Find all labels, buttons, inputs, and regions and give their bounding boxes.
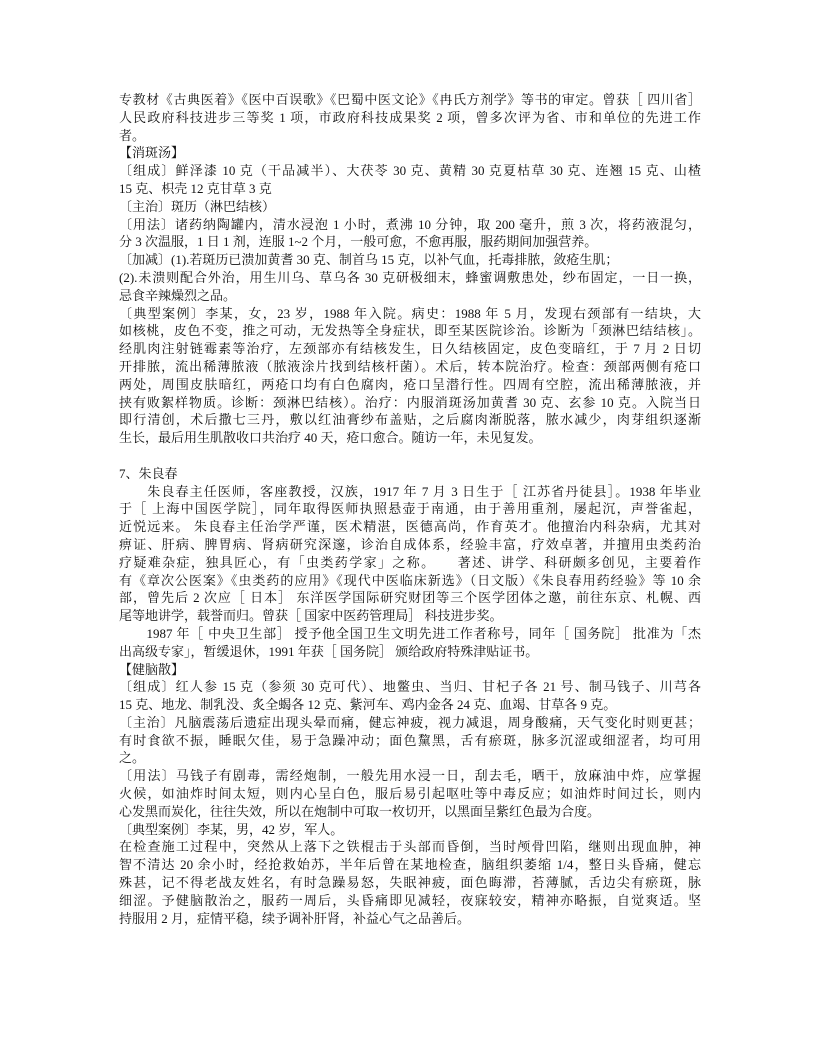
document-page — [119, 91, 701, 927]
text-line: 持服用 2 月，症情平稳，续予调补肝肾，补益心气之品善后。 — [119, 910, 471, 926]
text-line: 忌食辛辣燥烈之品。 — [119, 287, 237, 303]
text-line: 于［ 上海中国医学院］，同年取得医师执照悬壶于南通，由于善用重剂，屡起沉，声誉雀起， — [119, 501, 701, 517]
text-line: 〔用法〕诸药纳陶罐内，清水浸泡 1 小时，煮沸 10 分钟，取 200 毫升，煎 3 次，将药液混匀， — [119, 216, 701, 232]
text-line: 挟有败絮样物质。诊断：颈淋巴结核）。治疗：内服消斑汤加黄耆 30 克、玄参 10 克。入院当日 — [119, 394, 701, 410]
text-line: 近悦远来。 朱良春主任治学严谨，医术精湛，医德高尚，作育英才。他擅治内科杂病，尤其对 — [119, 519, 701, 535]
text-line: 之。 — [119, 750, 146, 766]
text-line: 火候，如油炸时间太短，则内心呈白色，服后易引起呕吐等中毒反应；如油炸时间过长，则内 — [119, 786, 701, 802]
text-line: 1987 年［ 中央卫生部］ 授予他全国卫生文明先进工作者称号，同年［ 国务院］ 批准为「杰 — [119, 625, 701, 641]
text-line: 如核桃，皮色不变，推之可动，无发热等全身症状，即至某医院诊治。诊断为「颈淋巴结结核」。 — [119, 323, 701, 339]
text-line: 殊甚，记不得老战友姓名，有时急躁易怒，失眠神疲，面色晦滞，苔薄腻，舌边尖有瘀斑，脉 — [119, 875, 701, 891]
text-line: 即行清创，术后撒七三丹，敷以红油膏纱布盖贴，之后腐肉渐脱落，脓水减少，肉芽组织逐渐 — [119, 412, 701, 428]
section-heading-xiaobantang: 【消斑汤】 — [119, 145, 185, 161]
text-line: 心发黑而炭化，往往失效，所以在炮制中可取一枚切开，以黑面呈紫红色最为合度。 — [119, 803, 601, 819]
text-line: 〔用法〕马钱子有剧毒，需经炮制，一般先用水浸一日，刮去毛，晒干，放麻油中炸，应掌握 — [119, 768, 701, 784]
text-line: 在检查施工过程中，突然从上落下之铁棍击于头部而昏倒，当时颅骨凹陷，继则出现血肿，神 — [119, 839, 701, 855]
text-line: 〔典型案例〕李某，女，23 岁，1988 年入院。病史：1988 年 5 月，发现右颈部有一结块，大 — [119, 305, 701, 321]
text-line: 细涩。予健脑散治之，服药一周后，头昏痛即见减轻，夜寐较安，精神亦略振，自觉爽适。坚 — [119, 892, 701, 908]
text-line: 〔组成〕鲜泽漆 10 克（干品减半）、大茯苓 30 克、黄精 30 克夏枯草 30 克、连翘 15 克、山楂 — [119, 163, 701, 179]
text-line: 出高级专家」，暂缓退休，1991 年获［ 国务院］ 颁给政府特殊津贴证书。 — [119, 643, 539, 659]
text-line: 生长，最后用生肌散收口共治疗 40 天，疮口愈合。随访一年，未见复发。 — [119, 430, 542, 446]
text-line: 者。 — [119, 127, 146, 143]
text-line: 智不清达 20 余小时，经抢救始苏，半年后曾在某地检查，脑组织萎缩 1/4，整日头昏痛，健忘 — [119, 857, 701, 873]
text-line: 两处，周围皮肤暗红，两疮口均有白色腐肉，疮口呈潜行性。四周有空腔，流出稀薄脓液，并 — [119, 376, 701, 392]
text-line: 〔加减〕(1).若斑历已溃加黄耆 30 克、制首乌 15 克，以补气血，托毒排脓，敛疮生肌； — [119, 252, 619, 268]
text-line: (2).未溃则配合外治，用生川乌、草乌各 30 克研极细末，蜂蜜调敷患处，纱布固定，一日一换， — [119, 269, 701, 285]
section-heading-jiannaosan: 【健脑散】 — [119, 661, 185, 677]
text-line: 分 3 次温服，1 日 1 剂，连服 1~2 个月，一般可愈，不愈再服，服药期间加强营养。 — [119, 234, 598, 250]
text-line: 专教材《古典医着》《医中百误歌》《巴蜀中医文论》《冉氏方剂学》等书的审定。曾获［ 四川省］ — [119, 92, 701, 107]
text-line: 〔组成〕红人参 15 克（参须 30 克可代）、地鳖虫、当归、甘杞子各 21 号、制马钱子、川芎各 — [119, 679, 701, 695]
text-line: 有时食欲不振，睡眠欠佳，易于急躁冲动；面色黧黑，舌有瘀斑，脉多沉涩或细涩者，均可用 — [119, 732, 701, 748]
text-line: 部，曾先后 2 次应［ 日本］ 东洋医学国际研究财团等三个医学团体之邀，前往东京、札幌、西 — [119, 590, 701, 606]
text-line: 经肌肉注射链霉素等治疗，左颈部亦有结核发生，日久结核固定，皮色变暗红，于 7 月 2 日切 — [119, 341, 701, 357]
text-line: 尾等地讲学，载誉而归。曾获［ 国家中医药管理局］ 科技进步奖。 — [119, 608, 503, 624]
text-line: 〔主治〕凡脑震荡后遗症出现头晕而痛，健忘神疲，视力减退，周身酸痛，天气变化时则更甚； — [119, 714, 701, 730]
text-line: 15 克、枳壳 12 克甘草 3 克 — [119, 180, 272, 196]
text-line: 痹证、肝病、脾胃病、肾病研究深邃，诊治自成体系，经验丰富，疗效卓著，并擅用虫类药治 — [119, 536, 701, 552]
text-line: 有《章次公医案》《虫类药的应用》《现代中医临床新选》（日文版）《朱良春用药经验》等 10 余 — [119, 572, 701, 588]
text-line: 人民政府科技进步三等奖 1 项，市政府科技成果奖 2 项，曾多次评为省、市和单位的先进工作 — [119, 109, 701, 125]
text-line: 开排脓，流出稀薄脓液（脓液涂片找到结核杆菌）。术后，转本院治疗。检查：颈部两侧有疮口 — [119, 358, 701, 374]
text-line: 〔主治〕斑历（淋巴结核） — [119, 198, 276, 214]
text-line: 15 克、地龙、制乳没、炙全蝎各 12 克、紫河车、鸡内金各 24 克、血竭、甘草各 9 克。 — [119, 697, 617, 713]
text-line: 朱良春主任医师，客座教授，汉族，1917 年 7 月 3 日生于［ 江苏省丹徒县］。1938 年毕业 — [119, 483, 701, 499]
section-heading-zhu-liangchun: 7、朱良春 — [119, 465, 178, 481]
blank-line — [119, 447, 701, 465]
text-line: 疗疑难杂症，独具匠心，有「虫类药学家」之称。 著述、讲学、科研颇多创见，主要着作 — [119, 554, 701, 570]
text-line: 〔典型案例〕李某，男，42 岁，军人。 — [119, 821, 344, 837]
